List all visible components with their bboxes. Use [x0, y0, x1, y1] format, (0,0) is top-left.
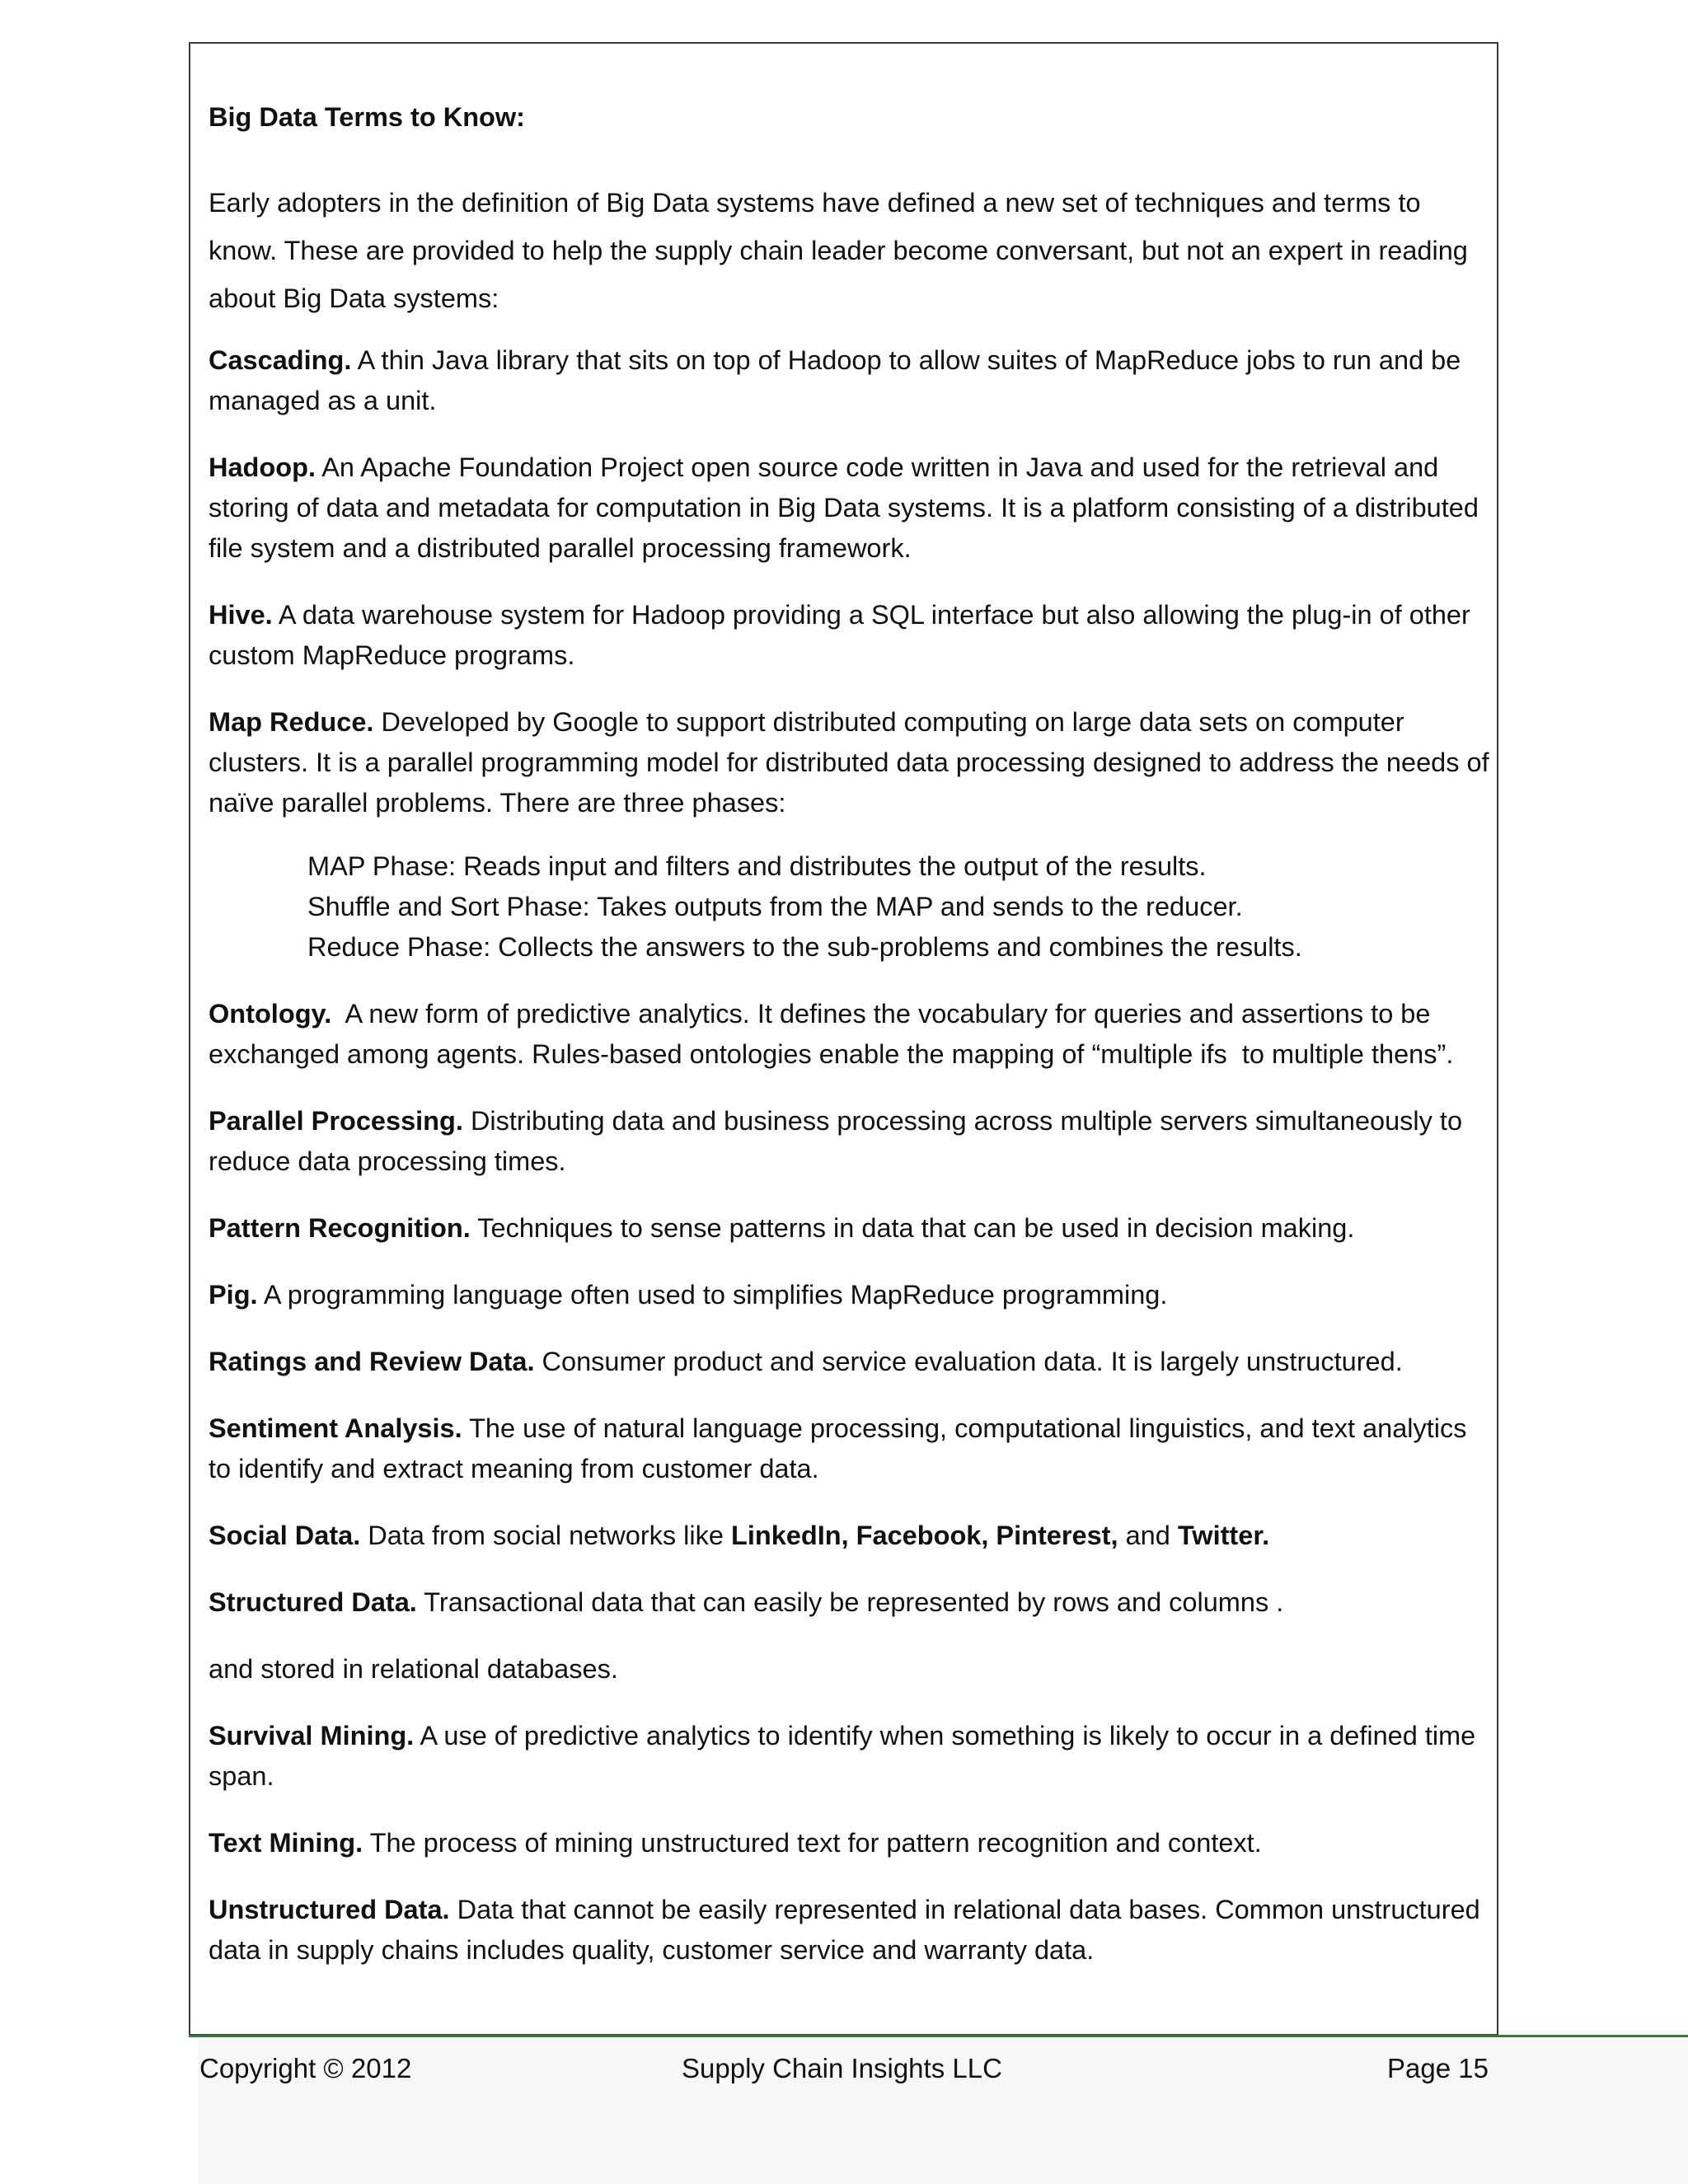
term-definition: An Apache Foundation Project open source code written in Java and used for the retrieval and storing of data and metadata for computation in Big Data systems. It is a platform consisting of a distributed file system and a distributed parallel processing framework.: [209, 452, 1479, 563]
term-label: Map Reduce.: [209, 707, 374, 737]
term-hive: [209, 595, 1494, 676]
term-mapreduce: [209, 702, 1494, 823]
footer-page-number: Page 15: [1387, 2053, 1489, 2083]
term-definition: Distributing data and business processing across multiple servers simultaneously to reduce data processing times.: [209, 1106, 1463, 1176]
intro-paragraph: Early adopters in the definition of Big Data systems have defined a new set of techniques and terms to know. These are provided to help the supply chain leader become conversant, but not an expert in reading about Big Data systems:: [209, 188, 1468, 313]
term-unstructured-data: [209, 1890, 1494, 1971]
term-label: Pattern Recognition.: [209, 1213, 471, 1243]
footer-divider: [189, 2035, 1688, 2037]
mapreduce-phases: [307, 846, 1494, 968]
phase-map: MAP Phase: Reads input and filters and distributes the output of the results.: [307, 851, 1207, 881]
term-pattern-recognition: [209, 1208, 1494, 1249]
term-label: Unstructured Data.: [209, 1895, 450, 1924]
term-definition: A new form of predictive analytics. It defines the vocabulary for queries and assertions to be exchanged among agents. Rules-based ontologies enable the mapping of “multiple ifs to multiple thens”.: [209, 999, 1454, 1069]
term-pig: [209, 1275, 1494, 1315]
term-text-mining: [209, 1823, 1494, 1863]
term-label: Social Data.: [209, 1521, 361, 1550]
term-label: Cascading.: [209, 345, 352, 375]
term-label: Ratings and Review Data.: [209, 1347, 535, 1376]
footer-copyright: Copyright © 2012: [199, 2053, 412, 2083]
term-survival-mining: [209, 1716, 1494, 1797]
term-definition: The process of mining unstructured text for pattern recognition and context.: [363, 1828, 1262, 1858]
document-body: [209, 91, 1494, 1997]
structured-data-continuation: and stored in relational databases.: [209, 1654, 618, 1684]
phase-shuffle-sort: Shuffle and Sort Phase: Takes outputs from the MAP and sends to the reducer.: [307, 892, 1243, 921]
term-label: Survival Mining.: [209, 1721, 415, 1750]
term-definition: The use of natural language processing, computational linguistics, and text analytics to identify and extract meaning from customer data.: [209, 1413, 1467, 1483]
social-last-network: Twitter.: [1177, 1521, 1270, 1550]
term-cascading: [209, 340, 1494, 421]
term-definition: Developed by Google to support distributed computing on large data sets on computer clusters. It is a parallel programming model for distributed data processing designed to address the needs of naïve parallel problems. There are three phases:: [209, 707, 1489, 818]
term-definition: Transactional data that can easily be represented by rows and columns .: [416, 1587, 1284, 1617]
term-definition: A programming language often used to simplifies MapReduce programming.: [257, 1280, 1168, 1310]
term-parallel-processing: [209, 1101, 1494, 1182]
section-heading: Big Data Terms to Know:: [209, 102, 526, 132]
term-definition: A data warehouse system for Hadoop providing a SQL interface but also allowing the plug-in of other custom MapReduce programs.: [209, 600, 1470, 670]
term-sentiment-analysis: [209, 1408, 1494, 1489]
term-label: Structured Data.: [209, 1587, 417, 1617]
term-label: Parallel Processing.: [209, 1106, 463, 1136]
term-definition: A thin Java library that sits on top of Hadoop to allow suites of MapReduce jobs to run and be managed as a unit.: [209, 345, 1461, 415]
term-ratings-review: [209, 1342, 1494, 1382]
footer-company: Supply Chain Insights LLC: [682, 2053, 1002, 2083]
phase-reduce: Reduce Phase: Collects the answers to the sub-problems and combines the results.: [307, 932, 1302, 962]
term-label: Sentiment Analysis.: [209, 1413, 462, 1443]
term-definition: Data from social networks like: [360, 1521, 731, 1550]
term-label: Hadoop.: [209, 452, 316, 482]
term-hadoop: [209, 448, 1494, 569]
term-label: Hive.: [209, 600, 273, 630]
term-definition: Techniques to sense patterns in data that can be used in decision making.: [470, 1213, 1355, 1243]
term-social-data: [209, 1516, 1494, 1556]
term-definition: Consumer product and service evaluation data. It is largely unstructured.: [534, 1347, 1403, 1376]
social-networks-list: LinkedIn, Facebook, Pinterest,: [730, 1521, 1118, 1550]
term-structured-data: [209, 1582, 1494, 1623]
term-label: Pig.: [209, 1280, 258, 1310]
term-label: Text Mining.: [209, 1828, 363, 1858]
term-ontology: [209, 994, 1494, 1075]
social-and: and: [1118, 1521, 1178, 1550]
term-definition: Data that cannot be easily represented in relational data bases. Common unstructured data in supply chains includes quality, customer service and warranty data.: [209, 1895, 1480, 1965]
term-label: Ontology.: [209, 999, 332, 1029]
term-definition: A use of predictive analytics to identify when something is likely to occur in a defined time span.: [209, 1721, 1476, 1791]
